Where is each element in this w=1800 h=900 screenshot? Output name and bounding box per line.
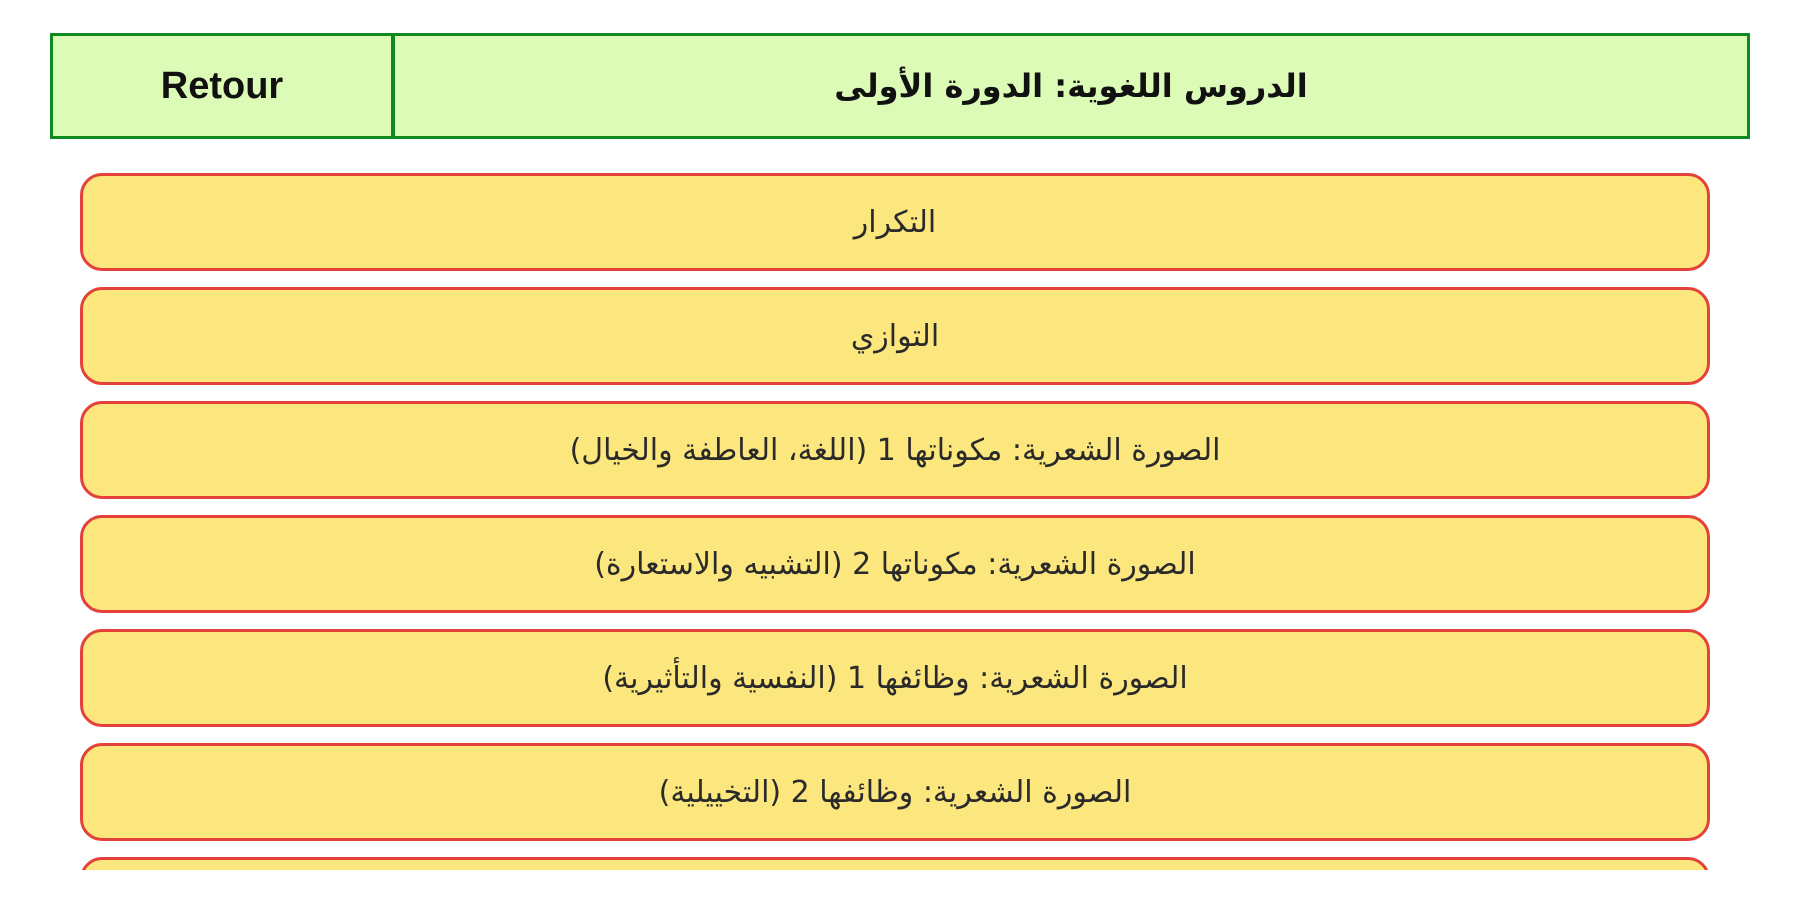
back-button[interactable]: Retour <box>53 36 395 136</box>
lesson-item-poetic-image-functions-1[interactable]: الصورة الشعرية: وظائفها 1 (النفسية والتأثيرية) <box>80 629 1710 727</box>
lesson-item-poetic-image-components-2[interactable]: الصورة الشعرية: مكوناتها 2 (التشبيه والاستعارة) <box>80 515 1710 613</box>
lesson-item-poetic-image-functions-2[interactable]: الصورة الشعرية: وظائفها 2 (التخييلية) <box>80 743 1710 841</box>
lesson-item-repetition[interactable]: التكرار <box>80 173 1710 271</box>
lesson-item-parallelism[interactable]: التوازي <box>80 287 1710 385</box>
header-bar <box>50 33 1750 139</box>
page-title: الدروس اللغوية: الدورة الأولى <box>834 67 1308 105</box>
lesson-list <box>80 173 1710 870</box>
lesson-item-partial[interactable] <box>80 857 1710 870</box>
lesson-item-poetic-image-components-1[interactable]: الصورة الشعرية: مكوناتها 1 (اللغة، العاطفة والخيال) <box>80 401 1710 499</box>
